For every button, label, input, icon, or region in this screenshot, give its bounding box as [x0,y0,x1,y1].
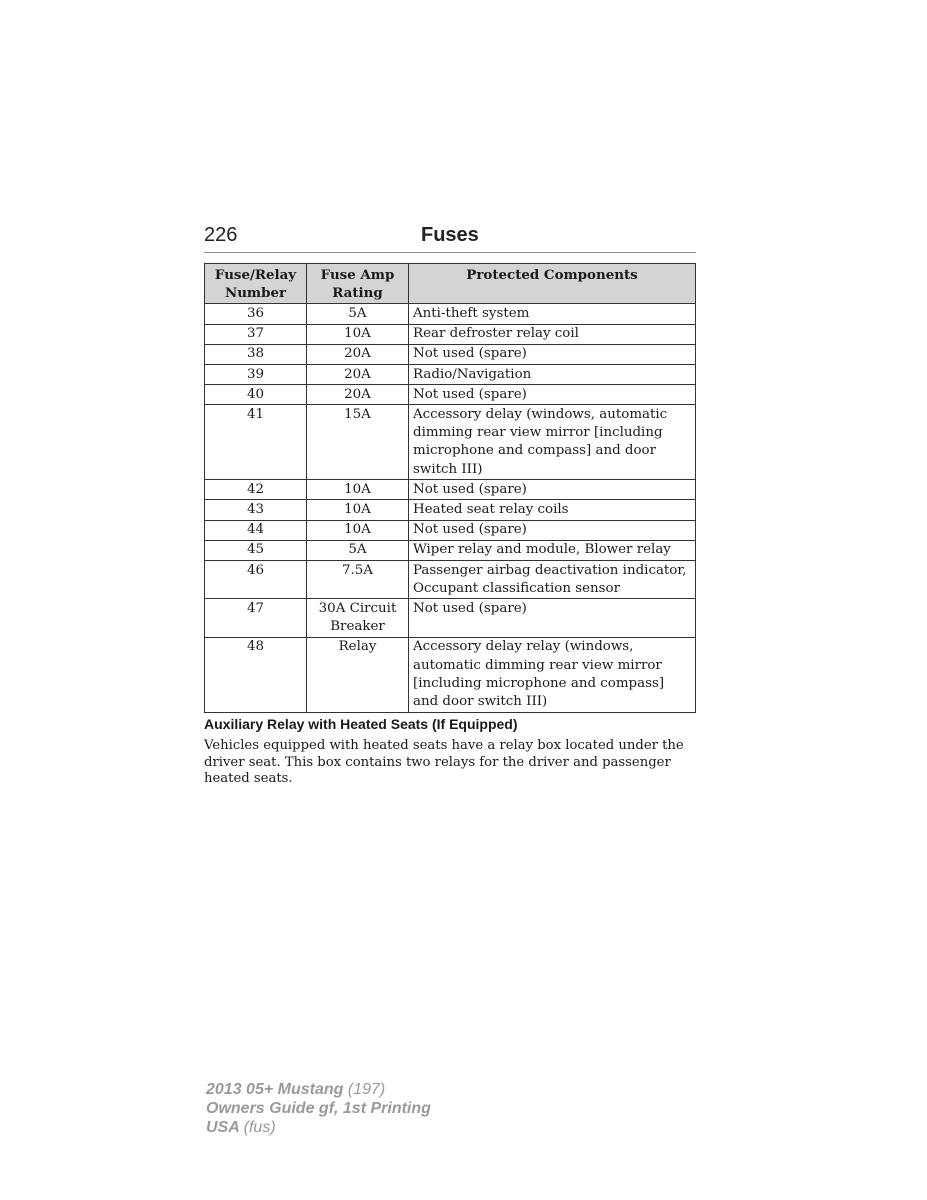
table-row [205,500,696,520]
fuse-number-cell: 44 [205,520,307,540]
fuse-number-cell: 39 [205,365,307,385]
table-row [205,385,696,405]
table-row [205,344,696,364]
fuse-number-cell: 37 [205,324,307,344]
table-row [205,405,696,480]
footer-line-model [206,1080,431,1099]
section-heading: Auxiliary Relay with Heated Seats (If Equipped) [204,716,518,732]
fuse-number-cell: 38 [205,344,307,364]
fuse-table [204,263,696,713]
fuse-number-cell: 42 [205,480,307,500]
page-number: 226 [204,224,238,246]
fuse-number-cell: 40 [205,385,307,405]
fuse-number-cell: 41 [205,405,307,480]
component-cell: Not used (spare) [409,344,696,364]
component-cell: Not used (spare) [409,385,696,405]
fuse-number-cell: 43 [205,500,307,520]
component-cell: Not used (spare) [409,599,696,637]
column-header-rating: Fuse Amp Rating [307,264,409,304]
section-body-text: Vehicles equipped with heated seats have a relay box located under the driver seat. This box contains two relays for the driver and passenger heated seats. [204,738,684,786]
table-row [205,365,696,385]
amp-rating-cell: 10A [307,480,409,500]
table-row [205,304,696,324]
amp-rating-cell: 10A [307,324,409,344]
table-row [205,520,696,540]
table-row [205,480,696,500]
amp-rating-cell: 5A [307,304,409,324]
amp-rating-cell: 5A [307,540,409,560]
amp-rating-cell: 20A [307,385,409,405]
column-header-components: Protected Components [409,264,696,304]
page-header [204,222,696,253]
amp-rating-cell: 10A [307,520,409,540]
table-row [205,561,696,599]
print-footer [206,1080,431,1137]
amp-rating-cell: 15A [307,405,409,480]
footer-model: 2013 05+ Mustang [206,1081,344,1098]
page-title: Fuses [421,224,479,246]
component-cell: Wiper relay and module, Blower relay [409,540,696,560]
amp-rating-cell: 20A [307,365,409,385]
amp-rating-cell: 10A [307,500,409,520]
component-cell: Accessory delay (windows, automatic dimming rear view mirror [including microphone and compass] and door switch III) [409,405,696,480]
fuse-number-cell: 45 [205,540,307,560]
amp-rating-cell: 7.5A [307,561,409,599]
footer-region-code: (fus) [243,1119,276,1136]
component-cell: Not used (spare) [409,520,696,540]
component-cell: Radio/Navigation [409,365,696,385]
amp-rating-cell: 20A [307,344,409,364]
footer-line-region [206,1118,431,1137]
amp-rating-cell: Relay [307,637,409,712]
fuse-number-cell: 47 [205,599,307,637]
component-cell: Passenger airbag deactivation indicator, Occupant classification sensor [409,561,696,599]
table-header-row [205,264,696,304]
footer-printing: Owners Guide gf, 1st Printing [206,1100,431,1117]
component-cell: Rear defroster relay coil [409,324,696,344]
component-cell: Heated seat relay coils [409,500,696,520]
column-header-number: Fuse/Relay Number [205,264,307,304]
table-row [205,599,696,637]
amp-rating-cell: 30A Circuit Breaker [307,599,409,637]
table-row [205,637,696,712]
component-cell: Accessory delay relay (windows, automatic dimming rear view mirror [including microphone and compass] and door switch III) [409,637,696,712]
footer-region: USA [206,1119,240,1136]
table-row [205,324,696,344]
fuse-number-cell: 36 [205,304,307,324]
component-cell: Anti-theft system [409,304,696,324]
footer-model-code: (197) [347,1081,386,1098]
fuse-number-cell: 46 [205,561,307,599]
fuse-number-cell: 48 [205,637,307,712]
component-cell: Not used (spare) [409,480,696,500]
table-row [205,540,696,560]
